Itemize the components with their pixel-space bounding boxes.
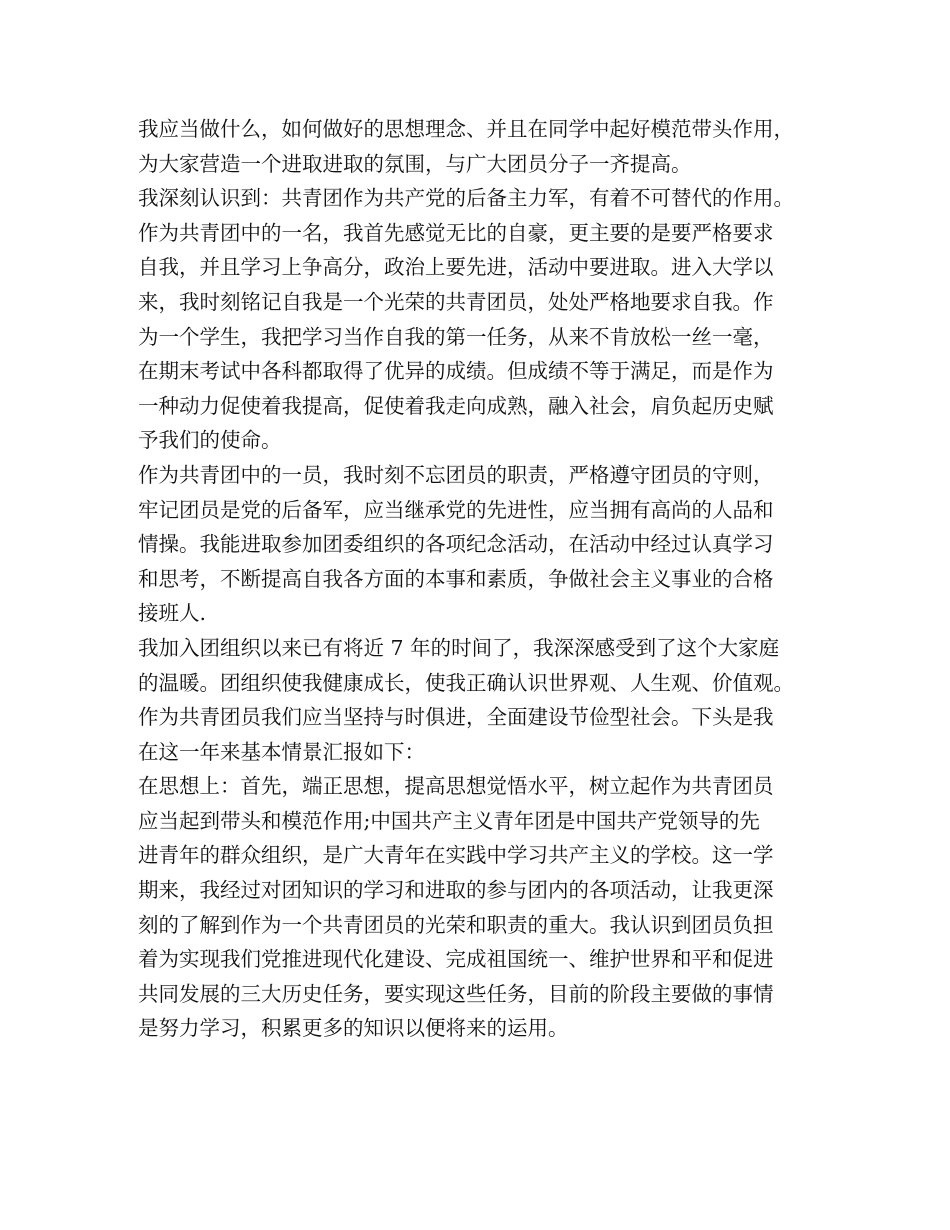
text-line: 来，我时刻铭记自我是一个光荣的共青团员，处处严格地要求自我。作: [138, 289, 774, 314]
text-line: 应当起到带头和模范作用;中国共产主义青年团是中国共产党领导的先: [138, 808, 760, 833]
text-line: 的温暖。团组织使我健康成长，使我正确认识世界观、人生观、价值观。: [138, 670, 794, 695]
text-line: 在思想上：首先，端正思想，提高思想觉悟水平，树立起作为共青团员: [138, 774, 774, 799]
text-line: 自我，并且学习上争高分，政治上要先进，活动中要进取。进入大学以: [138, 255, 774, 280]
text-line: 为一个学生，我把学习当作自我的第一任务，从来不肯放松一丝一毫，: [138, 324, 774, 349]
text-line: 是努力学习，积累更多的知识以便将来的运用。: [138, 1016, 569, 1041]
text-line: 接班人.: [138, 601, 207, 626]
text-line: 情操。我能进取参加团委组织的各项纪念活动，在活动中经过认真学习: [138, 532, 774, 557]
text-line: 进青年的群众组织，是广大青年在实践中学习共产主义的学校。这一学: [138, 843, 774, 868]
text-line: 牢记团员是党的后备军，应当继承党的先进性，应当拥有高尚的人品和: [138, 497, 774, 522]
text-line: 在这一年来基本情景汇报如下：: [138, 739, 425, 764]
text-line: 共同发展的三大历史任务，要实现这些任务，目前的阶段主要做的事情: [138, 981, 774, 1006]
text-line: 予我们的使命。: [138, 428, 282, 453]
text-line: 作为共青团中的一员，我时刻不忘团员的职责，严格遵守团员的守则，: [138, 462, 774, 487]
text-line: 着为实现我们党推进现代化建设、完成祖国统一、维护世界和平和促进: [138, 947, 774, 972]
text-line: 刻的了解到作为一个共青团员的光荣和职责的重大。我认识到团员负担: [138, 912, 774, 937]
text-line: 在期末考试中各科都取得了优异的成绩。但成绩不等于满足，而是作为: [138, 359, 774, 384]
body-text: [138, 112, 838, 1046]
text-line: 作为共青团员我们应当坚持与时俱进，全面建设节俭型社会。下头是我: [138, 705, 774, 730]
text-line: 和思考，不断提高自我各方面的本事和素质，争做社会主义事业的合格: [138, 566, 774, 591]
text-line: 期来，我经过对团知识的学习和进取的参与团内的各项活动，让我更深: [138, 878, 774, 903]
text-line: 一种动力促使着我提高，促使着我走向成熟，融入社会，肩负起历史赋: [138, 393, 774, 418]
text-line: 我深刻认识到：共青团作为共产党的后备主力军，有着不可替代的作用。: [138, 186, 794, 211]
text-line: 我应当做什么，如何做好的思想理念、并且在同学中起好模范带头作用，: [138, 117, 794, 141]
text-line: 我加入团组织以来已有将近 7 年的时间了，我深深感受到了这个大家庭: [138, 635, 780, 660]
text-line: 作为共青团中的一名，我首先感觉无比的自豪，更主要的是要严格要求: [138, 220, 774, 245]
text-line: 为大家营造一个进取进取的氛围，与广大团员分子一齐提高。: [138, 151, 692, 176]
